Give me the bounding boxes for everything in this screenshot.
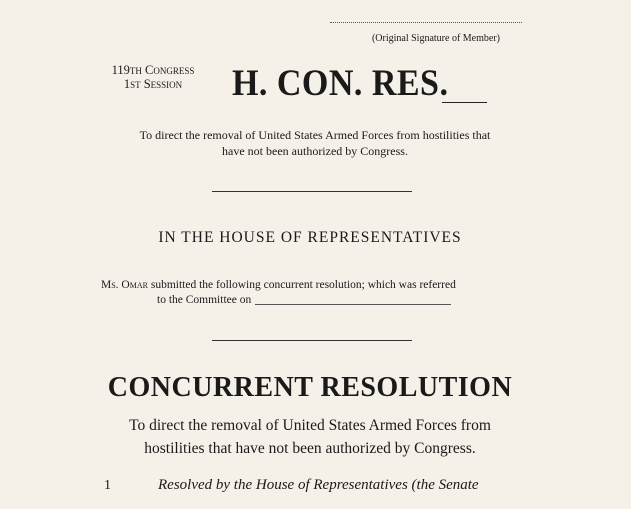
long-title-line-1: To direct the removal of United States Armed Forces from [129, 417, 491, 434]
action-text [101, 278, 531, 308]
long-title-line-2: hostilities that have not been authorized by Congress. [144, 440, 476, 457]
document-type-heading: CONCURRENT RESOLUTION [107, 372, 513, 403]
divider [212, 340, 412, 341]
short-title [90, 127, 540, 159]
chamber-heading: IN THE HOUSE OF REPRESENTATIVES [158, 229, 462, 246]
action-line-1-rest: submitted the following concurrent resolution; which was referred [147, 279, 456, 291]
action-line-1 [101, 278, 531, 293]
divider [212, 191, 412, 192]
short-title-line-2: have not been authorized by Congress. [222, 144, 408, 158]
signature-label: (Original Signature of Member) [371, 33, 500, 44]
short-title-line-1: To direct the removal of United States Armed Forces from hostilities that [139, 128, 491, 142]
line-number: 1 [104, 478, 111, 493]
congress-number: 119th Congress [111, 63, 195, 77]
committee-blank [255, 304, 451, 305]
long-title [90, 414, 530, 460]
signature-line [330, 22, 522, 23]
resolving-clause: Resolved by the House of Representatives (the Senate [158, 477, 479, 493]
bill-type-title: H. CON. RES. [232, 63, 449, 104]
session-number: 1st Session [123, 77, 183, 91]
committee-label: to the Committee on [157, 294, 252, 306]
action-line-2 [101, 293, 531, 308]
bill-number-blank [442, 102, 487, 103]
congress-session-block [88, 63, 218, 91]
sponsor-name: Ms. Omar [101, 279, 148, 291]
